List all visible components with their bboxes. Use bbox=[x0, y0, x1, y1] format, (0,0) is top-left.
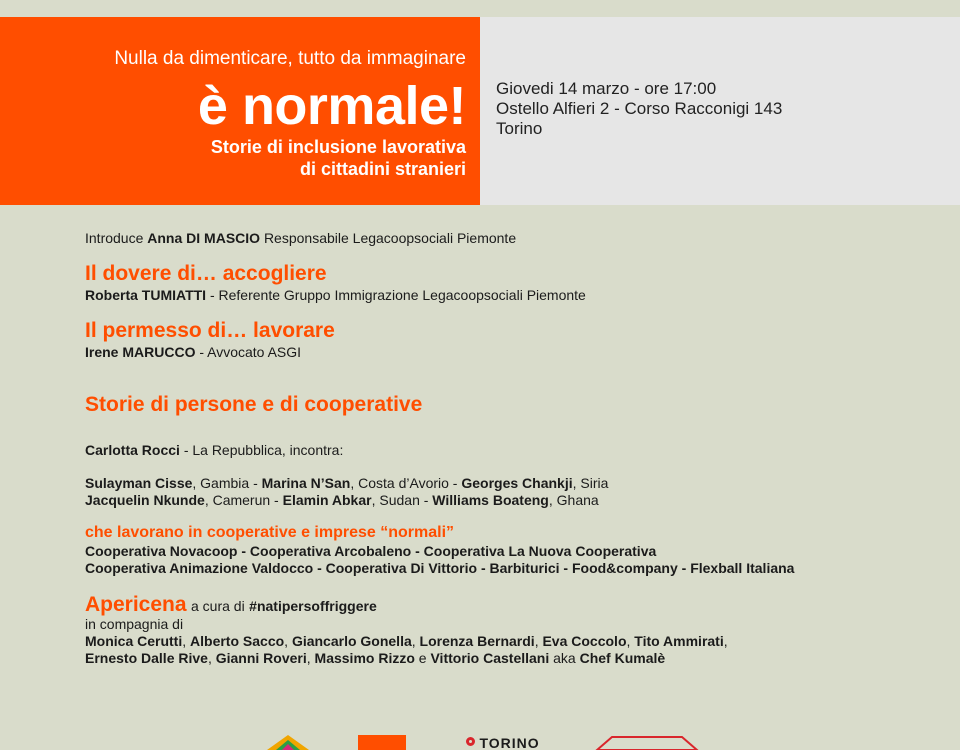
guest-country: , Sudan - bbox=[371, 492, 433, 508]
section3-title: Storie di persone e di cooperative bbox=[85, 393, 423, 416]
guest-country: , Ghana bbox=[548, 492, 599, 508]
torino-logo-text: TORINO bbox=[479, 735, 540, 750]
separator: aka bbox=[549, 650, 580, 666]
torino-logo bbox=[466, 737, 540, 750]
title-panel bbox=[0, 17, 480, 205]
section1-title: Il dovere di… accogliere bbox=[85, 262, 327, 285]
apericena-hashtag: #natipersoffriggere bbox=[249, 598, 377, 614]
guest-country: , Costa d’Avorio - bbox=[350, 475, 462, 491]
guest-name: Williams Boateng bbox=[432, 492, 549, 508]
section1-name: Roberta TUMIATTI bbox=[85, 287, 207, 303]
host-name: Giancarlo Gonella bbox=[291, 633, 412, 649]
apericena-title: Apericena bbox=[85, 593, 187, 616]
moderator-line bbox=[85, 442, 343, 459]
event-date: Giovedi 14 marzo - ore 17:00 bbox=[496, 79, 717, 98]
intro-line bbox=[85, 230, 516, 247]
separator: , bbox=[723, 633, 728, 649]
cooperatives-list-1: Cooperativa Novacoop - Cooperativa Arcobaleno - Cooperativa La Nuova Cooperativa bbox=[85, 543, 657, 559]
apericena-row-2 bbox=[85, 650, 665, 667]
separator: , bbox=[411, 633, 420, 649]
guests-row-2 bbox=[85, 492, 599, 509]
intro-role: Responsabile Legacoopsociali Piemonte bbox=[263, 230, 517, 246]
host-name: Gianni Roveri bbox=[215, 650, 307, 666]
top-strip bbox=[0, 0, 960, 17]
subtitle-line-1: Storie di inclusione lavorativa bbox=[210, 137, 466, 157]
section2-speaker bbox=[85, 344, 301, 361]
host-name: Massimo Rizzo bbox=[314, 650, 415, 666]
repubblica-stamp-logo bbox=[592, 735, 702, 750]
apericena-row-1 bbox=[85, 633, 728, 650]
footer-logos bbox=[0, 735, 960, 750]
guest-name: Georges Chankji bbox=[461, 475, 573, 491]
separator: , bbox=[182, 633, 191, 649]
separator: , bbox=[626, 633, 635, 649]
guest-name: Jacquelin Nkunde bbox=[85, 492, 205, 508]
guest-country: , Siria bbox=[572, 475, 609, 491]
intro-prefix: Introduce bbox=[85, 230, 144, 246]
subtitle-line-2: di cittadini stranieri bbox=[299, 159, 466, 179]
subtitle bbox=[211, 136, 466, 180]
event-city: Torino bbox=[496, 119, 543, 138]
guests-row-1 bbox=[85, 475, 608, 492]
torino-mark-icon bbox=[466, 737, 475, 746]
separator: e bbox=[414, 650, 431, 666]
host-name: Tito Ammirati bbox=[634, 633, 724, 649]
separator: , bbox=[534, 633, 543, 649]
section2-role: - Avvocato ASGI bbox=[199, 344, 302, 360]
separator: , bbox=[207, 650, 216, 666]
cooperatives-line-1 bbox=[85, 543, 656, 560]
host-name: Ernesto Dalle Rive bbox=[85, 650, 208, 666]
moderator-role: - La Repubblica, incontra: bbox=[183, 442, 344, 458]
apericena-curated-by: a cura di bbox=[191, 598, 245, 614]
guest-country: , Camerun - bbox=[204, 492, 283, 508]
host-name: Monica Cerutti bbox=[85, 633, 183, 649]
section2-title: Il permesso di… lavorare bbox=[85, 319, 335, 342]
guest-country: , Gambia - bbox=[192, 475, 262, 491]
host-name: Eva Coccolo bbox=[542, 633, 627, 649]
intro-name: Anna DI MASCIO bbox=[147, 230, 261, 246]
guest-name: Elamin Abkar bbox=[282, 492, 372, 508]
host-name: Chef Kumalè bbox=[579, 650, 666, 666]
separator: , bbox=[306, 650, 315, 666]
headline: è normale! bbox=[197, 76, 466, 136]
section1-speaker bbox=[85, 287, 586, 304]
section2-name: Irene MARUCCO bbox=[85, 344, 196, 360]
tagline: Nulla da dimenticare, tutto da immaginare bbox=[114, 48, 466, 69]
moderator-name: Carlotta Rocci bbox=[85, 442, 180, 458]
event-info bbox=[496, 79, 782, 139]
cooperatives-line-2 bbox=[85, 560, 794, 577]
event-panel bbox=[480, 17, 960, 205]
guest-name: Sulayman Cisse bbox=[85, 475, 193, 491]
section1-role: - Referente Gruppo Immigrazione Legacoopsociali Piemonte bbox=[209, 287, 586, 303]
legacoop-logo bbox=[358, 735, 406, 750]
guest-name: Marina N’San bbox=[261, 475, 351, 491]
apericena-company: in compagnia di bbox=[85, 616, 184, 632]
cooperatives-title: che lavorano in cooperative e imprese “normali” bbox=[85, 524, 455, 541]
partner-logo-colorful bbox=[263, 735, 313, 750]
cooperatives-list-2: Cooperativa Animazione Valdocco - Cooperativa Di Vittorio - Barbiturici - Food&company - Flexball Italiana bbox=[85, 560, 795, 576]
host-name: Vittorio Castellani bbox=[430, 650, 550, 666]
host-name: Alberto Sacco bbox=[190, 633, 285, 649]
event-venue: Ostello Alfieri 2 - Corso Racconigi 143 bbox=[496, 99, 783, 118]
apericena-heading bbox=[85, 592, 377, 618]
host-name: Lorenza Bernardi bbox=[419, 633, 535, 649]
separator: , bbox=[284, 633, 292, 649]
